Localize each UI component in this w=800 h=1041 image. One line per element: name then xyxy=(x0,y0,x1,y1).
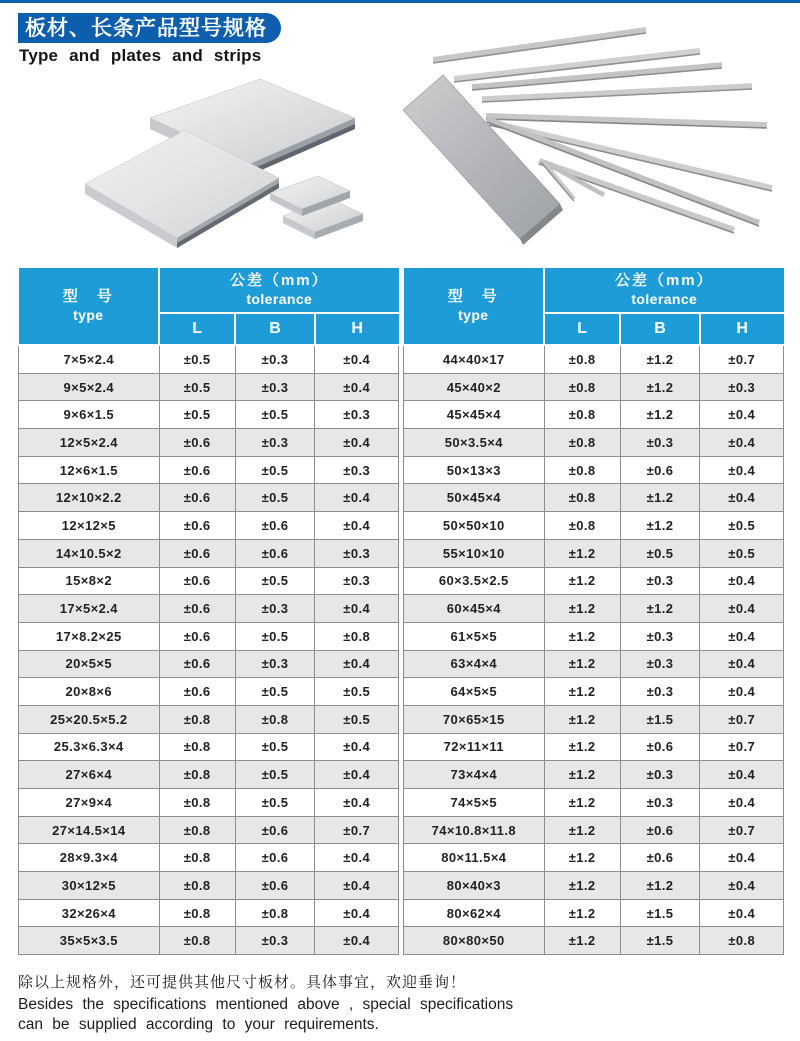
table-row xyxy=(19,622,399,650)
tolerance-cell: ±0.3 xyxy=(315,401,399,429)
type-cell: 14×10.5×2 xyxy=(19,539,160,567)
tolerance-cell: ±0.4 xyxy=(315,595,399,623)
tolerance-cell: ±0.5 xyxy=(235,622,315,650)
type-cell: 17×5×2.4 xyxy=(19,595,160,623)
tolerance-cell: ±0.3 xyxy=(620,567,700,595)
tolerance-cell: ±0.7 xyxy=(700,733,784,761)
tolerance-cell: ±1.2 xyxy=(544,622,620,650)
tolerance-cell: ±0.3 xyxy=(315,456,399,484)
tolerance-cell: ±1.2 xyxy=(544,844,620,872)
table-row xyxy=(19,733,399,761)
table-row xyxy=(404,844,784,872)
table-row xyxy=(404,733,784,761)
tolerance-cell: ±0.8 xyxy=(159,761,235,789)
type-column-header xyxy=(404,268,545,345)
tolerance-table xyxy=(18,268,399,955)
tolerance-cell: ±0.5 xyxy=(159,345,235,373)
table-row xyxy=(404,539,784,567)
tolerance-cell: ±0.5 xyxy=(235,678,315,706)
type-cell: 63×4×4 xyxy=(404,650,545,678)
page-subtitle: Type and plates and strips xyxy=(19,46,262,65)
type-column-header xyxy=(19,268,160,345)
tolerance-cell: ±0.7 xyxy=(700,345,784,373)
tolerance-cell: ±1.5 xyxy=(620,705,700,733)
tolerance-cell: ±0.4 xyxy=(700,899,784,927)
tolerance-cell: ±0.8 xyxy=(544,373,620,401)
tolerance-cell: ±0.8 xyxy=(544,484,620,512)
tolerance-cell: ±0.4 xyxy=(315,789,399,817)
type-cell: 25.3×6.3×4 xyxy=(19,733,160,761)
spec-tables xyxy=(18,268,784,955)
table-row xyxy=(404,622,784,650)
type-header-cn: 型 号 xyxy=(62,288,114,306)
tolerance-cell: ±0.5 xyxy=(235,733,315,761)
footer-note xyxy=(18,971,784,1035)
tolerance-cell: ±0.4 xyxy=(700,595,784,623)
tolerance-cell: ±0.5 xyxy=(235,761,315,789)
type-cell: 55×10×10 xyxy=(404,539,545,567)
tolerance-header-en: tolerance xyxy=(246,290,313,307)
type-cell: 80×80×50 xyxy=(404,927,545,955)
table-row xyxy=(404,595,784,623)
tolerance-cell: ±0.4 xyxy=(315,345,399,373)
tolerance-cell: ±0.4 xyxy=(315,650,399,678)
table-row xyxy=(19,567,399,595)
tolerance-cell: ±1.2 xyxy=(544,789,620,817)
tolerance-cell: ±1.2 xyxy=(620,345,700,373)
table-row xyxy=(404,401,784,429)
tolerance-cell: ±0.4 xyxy=(700,429,784,457)
tolerance-cell: ±0.6 xyxy=(159,456,235,484)
tolerance-cell: ±0.6 xyxy=(159,595,235,623)
table-row xyxy=(19,872,399,900)
table-row xyxy=(404,373,784,401)
tolerance-cell: ±0.3 xyxy=(235,345,315,373)
col-header-b: B xyxy=(620,313,700,345)
tolerance-header-en: tolerance xyxy=(631,290,698,307)
tolerance-cell: ±0.4 xyxy=(315,899,399,927)
tolerance-cell: ±1.2 xyxy=(620,484,700,512)
type-cell: 17×8.2×25 xyxy=(19,622,160,650)
strips-image xyxy=(388,18,800,254)
tolerance-cell: ±0.6 xyxy=(235,844,315,872)
tolerance-cell: ±0.4 xyxy=(315,733,399,761)
table-row xyxy=(19,899,399,927)
tolerance-cell: ±0.6 xyxy=(620,816,700,844)
table-row xyxy=(404,705,784,733)
tolerance-cell: ±0.7 xyxy=(700,705,784,733)
tolerance-cell: ±0.5 xyxy=(235,789,315,817)
tolerance-cell: ±0.4 xyxy=(700,622,784,650)
type-cell: 25×20.5×5.2 xyxy=(19,705,160,733)
tolerance-cell: ±0.8 xyxy=(700,927,784,955)
type-cell: 32×26×4 xyxy=(19,899,160,927)
type-cell: 74×10.8×11.8 xyxy=(404,816,545,844)
tolerance-cell: ±0.3 xyxy=(620,622,700,650)
tolerance-cell: ±1.2 xyxy=(544,899,620,927)
tolerance-cell: ±1.2 xyxy=(544,595,620,623)
tolerance-cell: ±0.8 xyxy=(544,456,620,484)
tolerance-cell: ±0.8 xyxy=(159,733,235,761)
tolerance-cell: ±0.8 xyxy=(544,401,620,429)
tolerance-table xyxy=(403,268,784,955)
table-row xyxy=(404,872,784,900)
tolerance-cell: ±0.4 xyxy=(700,401,784,429)
tolerance-cell: ±0.8 xyxy=(235,705,315,733)
table-row xyxy=(19,650,399,678)
tolerance-cell: ±0.6 xyxy=(620,733,700,761)
tolerance-cell: ±0.5 xyxy=(700,539,784,567)
tolerance-cell: ±0.8 xyxy=(159,872,235,900)
tolerance-cell: ±1.2 xyxy=(620,512,700,540)
table-row xyxy=(404,484,784,512)
table-row xyxy=(404,927,784,955)
tolerance-cell: ±0.8 xyxy=(544,429,620,457)
tolerance-cell: ±0.6 xyxy=(159,650,235,678)
table-row xyxy=(404,816,784,844)
type-cell: 12×12×5 xyxy=(19,512,160,540)
tolerance-cell: ±0.3 xyxy=(235,650,315,678)
tolerance-cell: ±0.7 xyxy=(315,816,399,844)
tolerance-cell: ±1.2 xyxy=(544,816,620,844)
table-row xyxy=(19,539,399,567)
plates-image xyxy=(55,74,385,260)
tolerance-cell: ±0.4 xyxy=(315,927,399,955)
type-cell: 60×3.5×2.5 xyxy=(404,567,545,595)
type-cell: 9×6×1.5 xyxy=(19,401,160,429)
tolerance-cell: ±0.8 xyxy=(315,622,399,650)
tolerance-cell: ±0.8 xyxy=(159,844,235,872)
tolerance-cell: ±1.2 xyxy=(544,733,620,761)
type-header-en: type xyxy=(73,306,104,323)
tolerance-cell: ±0.3 xyxy=(620,761,700,789)
tolerance-cell: ±0.5 xyxy=(235,401,315,429)
type-cell: 12×5×2.4 xyxy=(19,429,160,457)
table-row xyxy=(404,761,784,789)
tolerance-cell: ±1.2 xyxy=(620,373,700,401)
table-row xyxy=(19,345,399,373)
tolerance-cell: ±1.2 xyxy=(544,539,620,567)
tolerance-cell: ±0.8 xyxy=(235,899,315,927)
type-cell: 20×5×5 xyxy=(19,650,160,678)
tolerance-cell: ±0.4 xyxy=(700,567,784,595)
footer-note-en-line2: can be supplied according to your requirements. xyxy=(18,1015,379,1033)
table-row xyxy=(404,789,784,817)
table-row xyxy=(19,456,399,484)
table-row xyxy=(404,899,784,927)
table-row xyxy=(19,512,399,540)
tolerance-cell: ±0.3 xyxy=(235,595,315,623)
type-cell: 9×5×2.4 xyxy=(19,373,160,401)
table-row xyxy=(19,429,399,457)
tolerance-cell: ±0.6 xyxy=(235,539,315,567)
table-row xyxy=(19,484,399,512)
tolerance-cell: ±0.3 xyxy=(620,650,700,678)
tolerance-cell: ±0.5 xyxy=(235,567,315,595)
tolerance-cell: ±0.5 xyxy=(700,512,784,540)
col-header-l: L xyxy=(544,313,620,345)
table-row xyxy=(19,761,399,789)
tolerance-cell: ±0.4 xyxy=(315,761,399,789)
table-row xyxy=(19,373,399,401)
tolerance-cell: ±0.8 xyxy=(159,927,235,955)
tolerance-cell: ±0.6 xyxy=(235,512,315,540)
tolerance-cell: ±1.5 xyxy=(620,927,700,955)
tolerance-cell: ±1.2 xyxy=(544,678,620,706)
tolerance-cell: ±0.3 xyxy=(315,567,399,595)
tolerance-cell: ±0.8 xyxy=(159,789,235,817)
type-cell: 7×5×2.4 xyxy=(19,345,160,373)
table-row xyxy=(19,595,399,623)
tolerance-cell: ±0.4 xyxy=(315,512,399,540)
tolerance-cell: ±0.4 xyxy=(700,872,784,900)
tolerance-cell: ±0.5 xyxy=(315,705,399,733)
table-row xyxy=(404,345,784,373)
tolerance-cell: ±0.6 xyxy=(159,539,235,567)
type-cell: 27×9×4 xyxy=(19,789,160,817)
tolerance-cell: ±0.6 xyxy=(235,872,315,900)
spec-table-left xyxy=(18,268,399,955)
table-row xyxy=(404,429,784,457)
tolerance-cell: ±0.4 xyxy=(700,678,784,706)
tolerance-cell: ±0.5 xyxy=(235,456,315,484)
tolerance-cell: ±0.6 xyxy=(159,622,235,650)
tolerance-cell: ±0.6 xyxy=(235,816,315,844)
type-cell: 30×12×5 xyxy=(19,872,160,900)
tolerance-cell: ±0.3 xyxy=(620,429,700,457)
type-cell: 45×40×2 xyxy=(404,373,545,401)
tolerance-cell: ±0.8 xyxy=(159,899,235,927)
type-cell: 50×50×10 xyxy=(404,512,545,540)
type-cell: 27×6×4 xyxy=(19,761,160,789)
type-header-en: type xyxy=(458,306,489,323)
tolerance-cell: ±0.4 xyxy=(700,650,784,678)
type-cell: 28×9.3×4 xyxy=(19,844,160,872)
type-cell: 72×11×11 xyxy=(404,733,545,761)
tolerance-cell: ±1.2 xyxy=(620,401,700,429)
col-header-b: B xyxy=(235,313,315,345)
table-row xyxy=(19,816,399,844)
tolerance-cell: ±0.6 xyxy=(159,429,235,457)
type-header-cn: 型 号 xyxy=(447,288,499,306)
tolerance-cell: ±1.2 xyxy=(544,705,620,733)
col-header-h: H xyxy=(700,313,784,345)
tolerance-cell: ±0.5 xyxy=(620,539,700,567)
tolerance-cell: ±0.4 xyxy=(700,789,784,817)
type-cell: 44×40×17 xyxy=(404,345,545,373)
type-cell: 50×3.5×4 xyxy=(404,429,545,457)
tolerance-cell: ±0.6 xyxy=(159,678,235,706)
table-row xyxy=(404,456,784,484)
tolerance-cell: ±1.2 xyxy=(544,650,620,678)
tolerance-cell: ±0.3 xyxy=(700,373,784,401)
type-cell: 60×45×4 xyxy=(404,595,545,623)
tolerance-cell: ±0.4 xyxy=(315,844,399,872)
tolerance-cell: ±0.5 xyxy=(235,484,315,512)
type-cell: 12×10×2.2 xyxy=(19,484,160,512)
table-row xyxy=(19,401,399,429)
tolerance-cell: ±0.3 xyxy=(620,678,700,706)
tolerance-cell: ±0.4 xyxy=(700,484,784,512)
type-cell: 45×45×4 xyxy=(404,401,545,429)
tolerance-cell: ±0.6 xyxy=(159,512,235,540)
type-cell: 80×11.5×4 xyxy=(404,844,545,872)
tolerance-cell: ±0.3 xyxy=(315,539,399,567)
table-row xyxy=(404,512,784,540)
type-cell: 74×5×5 xyxy=(404,789,545,817)
tolerance-cell: ±1.2 xyxy=(544,567,620,595)
type-cell: 80×62×4 xyxy=(404,899,545,927)
tolerance-column-header xyxy=(544,268,783,313)
tolerance-cell: ±0.7 xyxy=(700,816,784,844)
table-row xyxy=(404,650,784,678)
table-row xyxy=(19,789,399,817)
tolerance-header-cn: 公差（mm） xyxy=(229,272,329,290)
type-cell: 80×40×3 xyxy=(404,872,545,900)
type-cell: 70×65×15 xyxy=(404,705,545,733)
page-title: 板材、长条产品型号规格 xyxy=(18,13,281,43)
tolerance-cell: ±0.4 xyxy=(315,872,399,900)
col-header-l: L xyxy=(159,313,235,345)
tolerance-cell: ±0.4 xyxy=(700,456,784,484)
table-row xyxy=(19,705,399,733)
table-row xyxy=(19,927,399,955)
tolerance-column-header xyxy=(159,268,398,313)
tolerance-cell: ±1.2 xyxy=(620,595,700,623)
type-cell: 35×5×3.5 xyxy=(19,927,160,955)
table-row xyxy=(19,844,399,872)
type-cell: 50×45×4 xyxy=(404,484,545,512)
spec-table-right xyxy=(403,268,784,955)
tolerance-cell: ±0.3 xyxy=(235,429,315,457)
type-cell: 73×4×4 xyxy=(404,761,545,789)
type-cell: 61×5×5 xyxy=(404,622,545,650)
tolerance-cell: ±0.8 xyxy=(159,705,235,733)
tolerance-cell: ±0.8 xyxy=(544,512,620,540)
tolerance-cell: ±0.4 xyxy=(700,844,784,872)
tolerance-cell: ±1.2 xyxy=(544,872,620,900)
footer-note-en-line1: Besides the specifications mentioned above , special specifications xyxy=(18,996,514,1013)
tolerance-cell: ±0.8 xyxy=(159,816,235,844)
tolerance-cell: ±0.3 xyxy=(620,789,700,817)
table-row xyxy=(404,678,784,706)
tolerance-cell: ±1.2 xyxy=(544,927,620,955)
tolerance-cell: ±0.4 xyxy=(315,373,399,401)
tolerance-cell: ±0.5 xyxy=(159,401,235,429)
tolerance-cell: ±0.5 xyxy=(159,373,235,401)
type-cell: 15×8×2 xyxy=(19,567,160,595)
tolerance-cell: ±0.4 xyxy=(315,484,399,512)
type-cell: 12×6×1.5 xyxy=(19,456,160,484)
tolerance-cell: ±0.6 xyxy=(159,567,235,595)
tolerance-cell: ±0.4 xyxy=(315,429,399,457)
tolerance-cell: ±0.4 xyxy=(700,761,784,789)
tolerance-cell: ±1.2 xyxy=(544,761,620,789)
type-cell: 50×13×3 xyxy=(404,456,545,484)
tolerance-cell: ±0.6 xyxy=(620,844,700,872)
tolerance-cell: ±1.2 xyxy=(620,872,700,900)
type-cell: 64×5×5 xyxy=(404,678,545,706)
tolerance-cell: ±0.6 xyxy=(159,484,235,512)
col-header-h: H xyxy=(315,313,399,345)
tolerance-cell: ±0.8 xyxy=(544,345,620,373)
tolerance-cell: ±0.6 xyxy=(620,456,700,484)
product-photos xyxy=(0,0,800,266)
type-cell: 20×8×6 xyxy=(19,678,160,706)
tolerance-cell: ±1.5 xyxy=(620,899,700,927)
tolerance-cell: ±0.3 xyxy=(235,927,315,955)
footer-note-cn: 除以上规格外，还可提供其他尺寸板材。具体事宜，欢迎垂询！ xyxy=(18,974,467,991)
tolerance-cell: ±0.3 xyxy=(235,373,315,401)
type-cell: 27×14.5×14 xyxy=(19,816,160,844)
table-row xyxy=(404,567,784,595)
table-row xyxy=(19,678,399,706)
tolerance-cell: ±0.5 xyxy=(315,678,399,706)
tolerance-header-cn: 公差（mm） xyxy=(614,272,714,290)
